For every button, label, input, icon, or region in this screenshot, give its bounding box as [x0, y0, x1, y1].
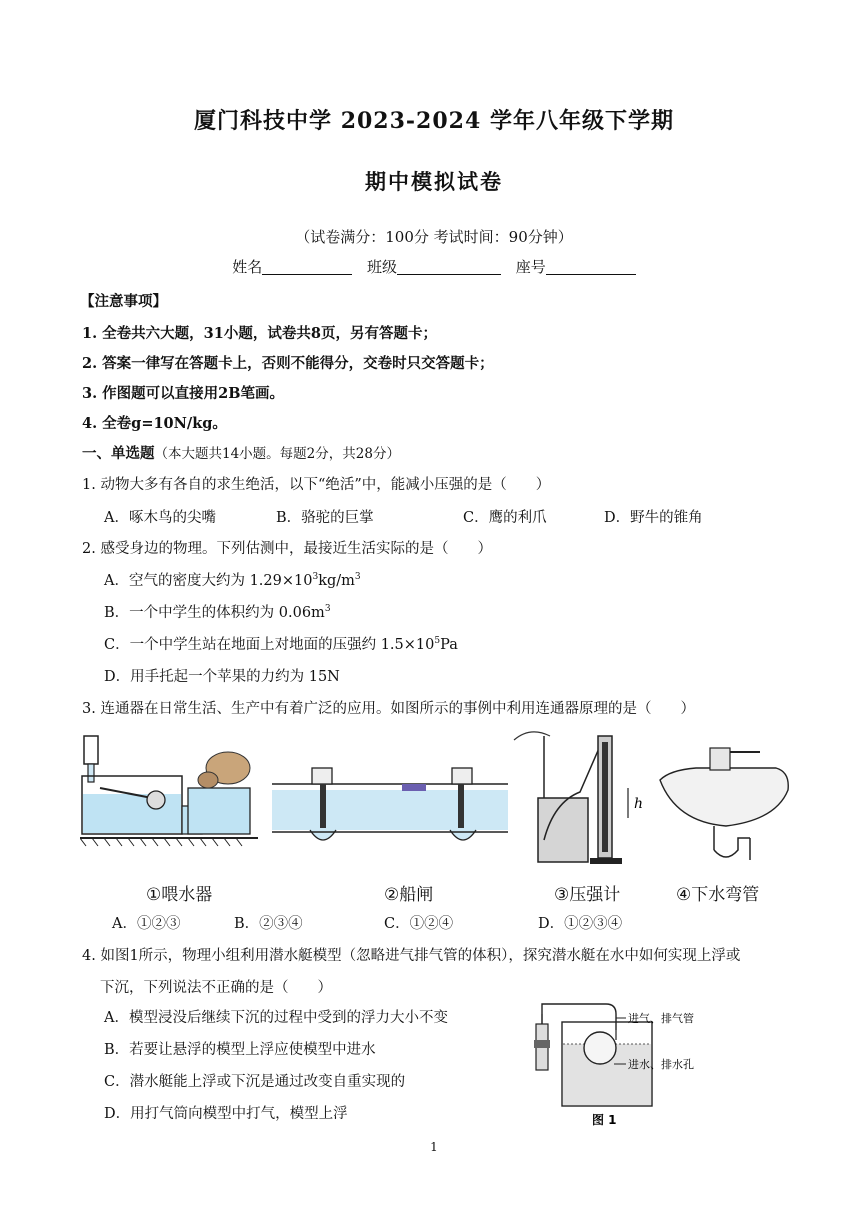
ship-lock-illustration	[272, 760, 508, 850]
exam-meta: （试卷满分：100分 考试时间：90分钟）	[295, 228, 573, 246]
q4-option-b[interactable]: B．若要让悬浮的模型上浮应使模型中进水	[104, 1042, 376, 1058]
q2-option-a[interactable]: A．空气的密度大约为 $1.29\times 10^3kg/m^3$	[104, 572, 361, 589]
seat-label: 座号	[515, 258, 546, 276]
water-feeder-illustration	[80, 728, 258, 856]
note-item: 2. 答案一律写在答题卡上，否则不能得分，交卷时只交答题卡；	[82, 355, 494, 372]
pressure-gauge-illustration	[510, 722, 654, 868]
question-4-stem: 4. 如图1所示，物理小组利用潜水艇模型（忽略进气排气管的体积），探究潜水艇在水中如何实现上浮或	[82, 948, 741, 964]
question-1-stem: 1. 动物大多有各自的求生绝活，以下“绝活”中，能减小压强的是（ ）	[82, 477, 551, 493]
name-blank[interactable]	[262, 259, 352, 275]
q2-option-c[interactable]: C．一个中学生站在地面上对地面的压强约 $1.5\times 10^5Pa$	[104, 636, 458, 653]
seat-blank[interactable]	[546, 259, 636, 275]
q2-option-d[interactable]: D．用手托起一个苹果的力约为 15N	[104, 669, 340, 685]
question-4-stem: 下沉，下列说法不正确的是（ ）	[100, 980, 332, 996]
notes-heading: 【注意事项】	[80, 293, 167, 310]
section-heading: 一、单选题（本大题共14小题。每题2分，共28分）	[82, 445, 400, 462]
question-2-stem: 2. 感受身边的物理。下列估测中，最接近生活实际的是（ ）	[82, 541, 492, 557]
figure-caption: ③压强计	[554, 885, 621, 905]
name-label: 姓名	[232, 258, 263, 276]
h-label: h	[634, 796, 644, 812]
drain-trap-illustration	[656, 742, 794, 864]
q2-option-b[interactable]: B．一个中学生的体积约为 $0.06m^3$	[104, 604, 331, 621]
figure-caption: ④下水弯管	[676, 885, 760, 905]
q4-option-d[interactable]: D．用打气筒向模型中打气，模型上浮	[104, 1106, 348, 1122]
exam-title: 厦门科技中学 2023-2024 学年八年级下学期	[194, 108, 674, 134]
note-item: 3. 作图题可以直接用2B笔画。	[82, 385, 285, 402]
q1-option-a[interactable]: A．啄木鸟的尖嘴	[104, 510, 216, 526]
note-item: 1. 全卷共六大题，31小题，试卷共8页，另有答题卡；	[82, 325, 437, 342]
figure-caption: 图 1	[592, 1113, 617, 1127]
submarine-model-illustration	[528, 1000, 758, 1130]
q3-option-d[interactable]: D．①②③④	[538, 916, 623, 932]
class-blank[interactable]	[397, 259, 501, 275]
q1-option-b[interactable]: B．骆驼的巨掌	[276, 510, 374, 526]
note-item: 4. 全卷g=10N/kg。	[82, 415, 227, 432]
student-fields	[0, 256, 868, 277]
q1-option-d[interactable]: D．野牛的锥角	[604, 510, 703, 526]
q3-option-c[interactable]: C．①②④	[384, 916, 454, 932]
q4-option-c[interactable]: C．潜水艇能上浮或下沉是通过改变自重实现的	[104, 1074, 406, 1090]
q3-option-b[interactable]: B．②③④	[234, 916, 303, 932]
page-number: 1	[430, 1140, 438, 1154]
q3-option-a[interactable]: A．①②③	[112, 916, 181, 932]
figure-caption: ①喂水器	[146, 885, 213, 905]
class-label: 班级	[366, 258, 397, 276]
exam-subtitle: 期中模拟试卷	[365, 169, 503, 194]
figure-label: 进气、排气管	[628, 1012, 694, 1025]
question-3-stem: 3. 连通器在日常生活、生产中有着广泛的应用。如图所示的事例中利用连通器原理的是（ ）	[82, 701, 695, 717]
figure-label: 进水、排水孔	[628, 1058, 694, 1071]
q4-option-a[interactable]: A．模型浸没后继续下沉的过程中受到的浮力大小不变	[104, 1010, 448, 1026]
figure-caption: ②船闸	[384, 885, 434, 905]
q1-option-c[interactable]: C．鹰的利爪	[463, 510, 547, 526]
